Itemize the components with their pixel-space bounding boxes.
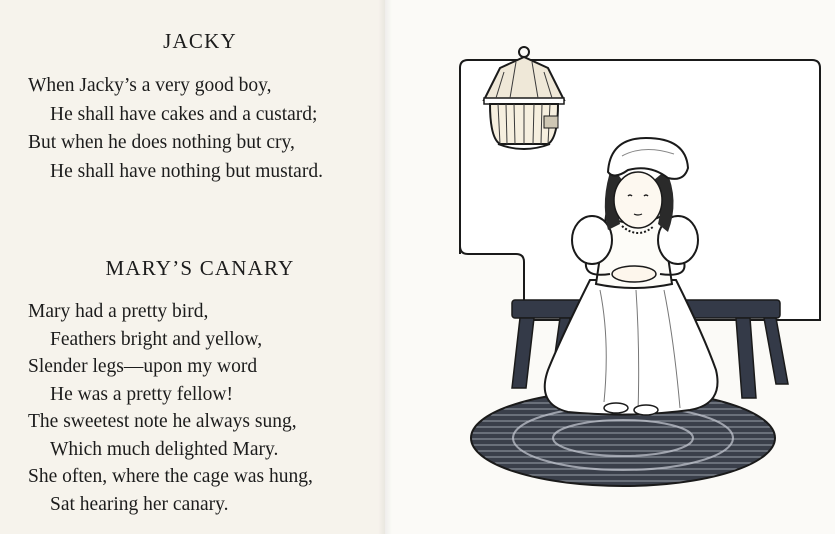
poem-line: He shall have nothing but mustard. [50,160,323,182]
poem-marys-canary [28,298,313,518]
poem-line: Slender legs—upon my word [28,356,258,377]
poem-line: Which much delighted Mary. [50,438,279,460]
poem-title-jacky: JACKY [163,29,237,53]
poem-line: Feathers bright and yellow, [50,328,263,350]
poem-line: Mary had a pretty bird, [28,301,209,322]
poem-line: The sweetest note he always sung, [28,411,297,432]
poem-line: When Jacky’s a very good boy, [28,75,272,96]
poem-line: She often, where the cage was hung, [28,466,313,487]
poem-jacky [28,72,323,186]
poem-title-marys-canary: MARY’S CANARY [105,256,295,280]
girl-with-canary-cage-illustration [440,40,830,510]
poem-line: He was a pretty fellow! [50,383,234,405]
poem-line: Sat hearing her canary. [50,493,229,515]
poem-line: He shall have cakes and a custard; [50,103,318,125]
poem-line: But when he does nothing but cry, [28,132,295,153]
girl-face [614,172,662,228]
